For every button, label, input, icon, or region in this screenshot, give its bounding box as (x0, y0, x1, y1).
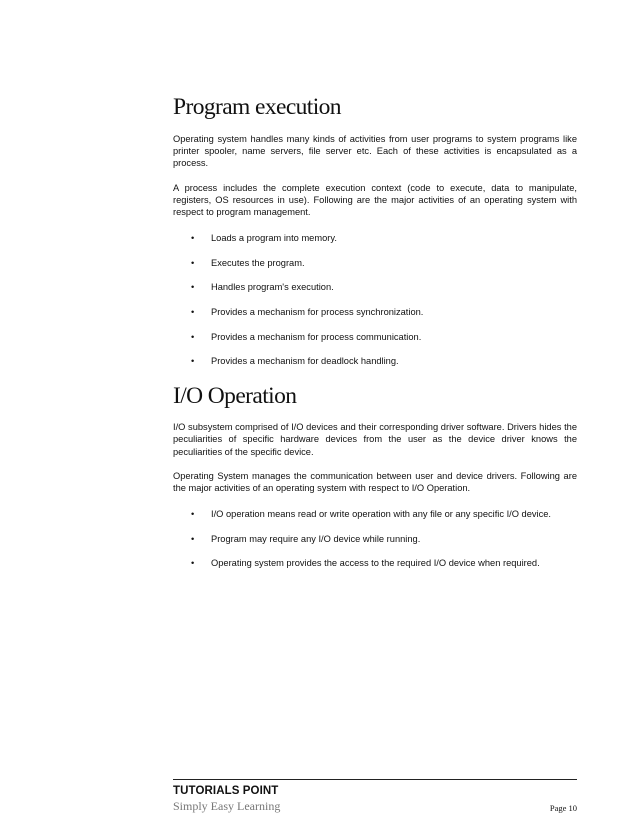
bullet-icon: • (191, 509, 195, 520)
list-item-text: I/O operation means read or write operation with any file or any specific I/O device. (211, 509, 552, 520)
list-item (173, 257, 577, 269)
bullet-icon: • (191, 356, 195, 367)
list-item (173, 331, 577, 343)
paragraph: Operating System manages the communication between user and device drivers. Following are the major activities of an operating system with respect to I/O Operation. (173, 470, 577, 493)
list-item-text: Handles program's execution. (211, 282, 334, 293)
list-item-text: Provides a mechanism for process communication. (211, 331, 422, 342)
bullet-icon: • (191, 282, 195, 293)
bullet-icon: • (191, 558, 195, 569)
list-item-text: Program may require any I/O device while running. (211, 533, 421, 544)
bullet-list-program-execution (173, 232, 577, 367)
footer-tagline: Simply Easy Learning (173, 799, 281, 813)
bullet-icon: • (191, 533, 195, 544)
list-item (173, 557, 577, 569)
section-heading-program-execution: Program execution (173, 94, 341, 120)
footer-divider (173, 779, 577, 780)
list-item (173, 232, 577, 244)
bullet-icon: • (191, 307, 195, 317)
list-item-text: Executes the program. (211, 257, 305, 268)
section-heading-io-operation: I/O Operation (173, 383, 297, 410)
bullet-list-io-operation (173, 508, 577, 569)
bullet-icon: • (191, 257, 195, 268)
footer-brand: TUTORIALS POINT (173, 785, 279, 797)
paragraph: A process includes the complete execution context (code to execute, data to manipulate, registers, OS resources in use). Following are the major activities of an operating system with respect to program management. (173, 182, 577, 218)
list-item-text: Provides a mechanism for deadlock handling. (211, 356, 399, 367)
bullet-icon: • (191, 331, 195, 342)
page-number: Page 10 (549, 803, 577, 813)
paragraph: I/O subsystem comprised of I/O devices and their corresponding driver software. Drivers hides the peculiarities of specific hardware devices from the user as the device driver knows the peculiarities of the specific device. (173, 422, 577, 457)
list-item (173, 355, 577, 367)
list-item (173, 533, 577, 545)
list-item-text: Provides a mechanism for process synchronization. (211, 307, 424, 317)
list-item-text: Operating system provides the access to the required I/O device when required. (211, 558, 540, 569)
list-item-text: Loads a program into memory. (211, 233, 337, 244)
list-item (173, 306, 577, 318)
paragraph: Operating system handles many kinds of activities from user programs to system programs like printer spooler, name servers, file server etc. Each of these activities is encapsulated as a process. (173, 134, 577, 169)
list-item (173, 281, 577, 293)
page-content (173, 92, 577, 569)
list-item (173, 508, 577, 520)
bullet-icon: • (191, 233, 195, 244)
